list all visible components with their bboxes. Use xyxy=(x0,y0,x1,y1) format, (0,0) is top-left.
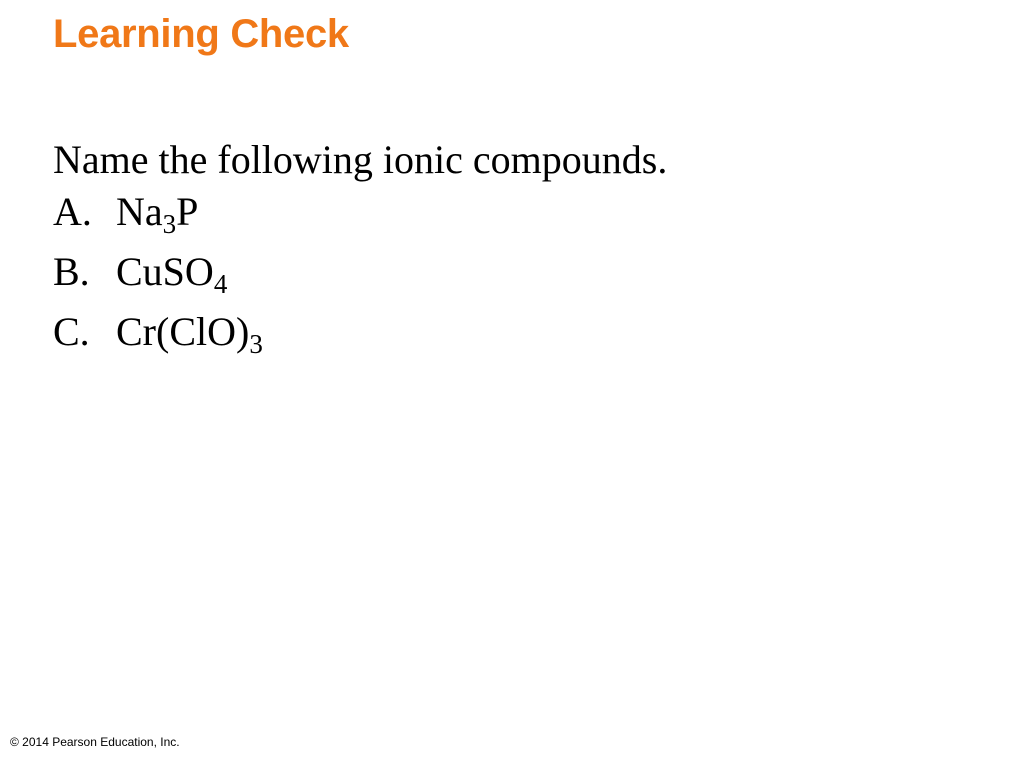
item-letter: B. xyxy=(53,249,90,294)
copyright-footer: © 2014 Pearson Education, Inc. xyxy=(10,735,180,749)
compound-item-c xyxy=(53,306,667,366)
compound-item-b xyxy=(53,246,667,306)
formula-subscript: 4 xyxy=(213,269,228,299)
slide-content xyxy=(53,134,667,366)
item-letter: A. xyxy=(53,189,92,234)
formula-part: P xyxy=(176,189,199,234)
formula-part: CuSO xyxy=(116,249,214,294)
compound-formula xyxy=(116,309,263,359)
formula-part: Na xyxy=(116,189,163,234)
slide-title: Learning Check xyxy=(53,12,349,56)
question-prompt: Name the following ionic compounds. xyxy=(53,137,668,182)
compound-formula xyxy=(116,249,228,299)
formula-part: Cr(ClO) xyxy=(116,309,250,354)
item-letter: C. xyxy=(53,309,90,354)
formula-subscript: 3 xyxy=(162,209,177,239)
formula-subscript: 3 xyxy=(249,329,263,359)
compound-formula xyxy=(116,189,199,239)
compound-item-a xyxy=(53,186,667,246)
